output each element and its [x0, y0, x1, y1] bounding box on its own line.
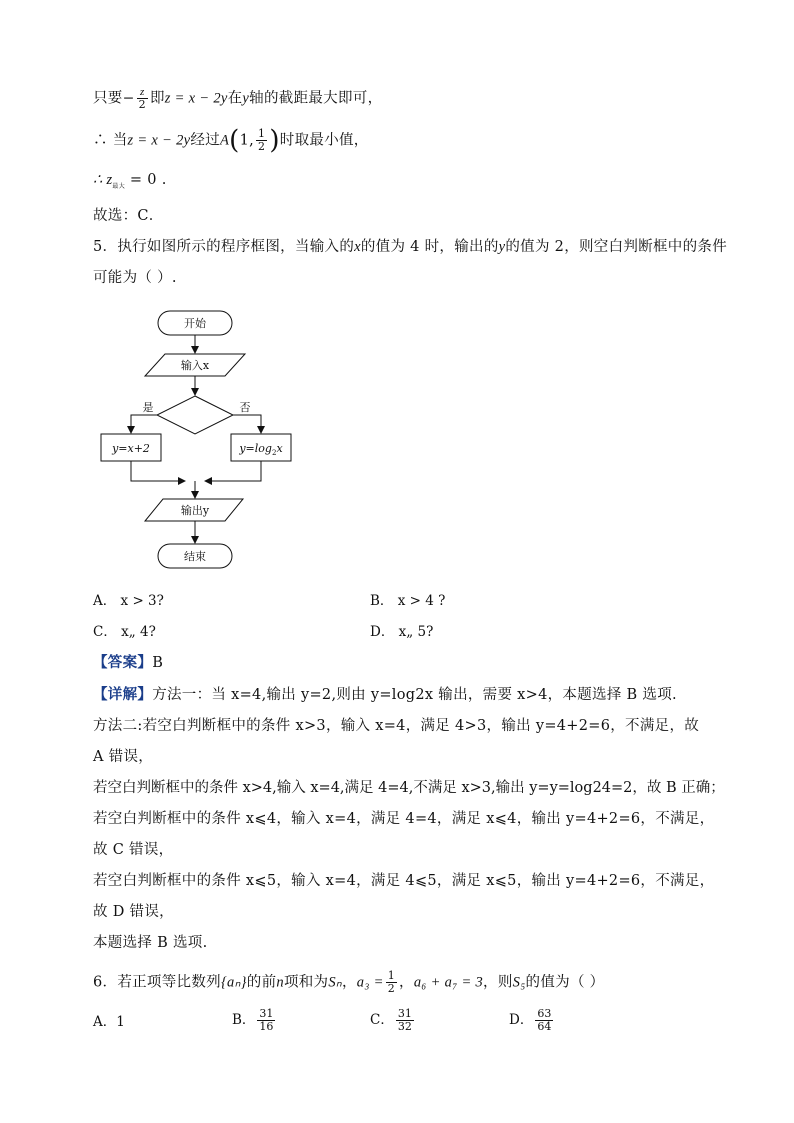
- q5-stem-line-1: 5．执行如图所示的程序框图，当输入的x的值为 4 时，输出的y的值为 2，则空白判断框中的条件: [93, 239, 728, 255]
- q6-stem: 6．若正项等比数列{aₙ}的前n项和为Sₙ，a₃ = $\frac{1}{2}$ ，a₆ + a₇ = 3，则S₅的值为（ ）: [93, 969, 605, 995]
- fraction: $\frac{1}{2}$: [258, 127, 266, 153]
- q5-stem-line-2: 可能为（ ）.: [93, 270, 177, 286]
- q5-detail-line-5: 若空白判断框中的条件 x⩽4，输入 x=4，满足 4=4，满足 x⩽4，输出 y=4+2=6，不满足，: [93, 811, 715, 827]
- q6-option-d[interactable]: D． $\frac{63}{64}$: [509, 1007, 552, 1033]
- flow-right-box-label: $y=\log_2x$: [239, 442, 283, 457]
- q5-detail-line-7: 若空白判断框中的条件 x⩽5，输入 x=4，满足 4⩽5，满足 x⩽5，输出 y=4+2=6，不满足，: [93, 873, 715, 889]
- prev-line-1: 只要− $\frac{z}{2}$ 即z = x − 2y在y轴的截距最大即可，: [93, 86, 383, 111]
- fraction: $\frac{z}{2}$: [138, 86, 146, 111]
- q5-detail-line-8: 故 D 错误，: [93, 904, 174, 920]
- flow-output-label: 输出y: [180, 504, 210, 517]
- q6-option-b[interactable]: B． $\frac{31}{16}$: [232, 1007, 274, 1033]
- q5-option-d[interactable]: D． x„ 5?: [370, 624, 434, 640]
- fraction: $\frac{1}{2}$: [387, 969, 396, 995]
- q5-answer: 【答案】B: [93, 654, 164, 671]
- q5-detail-line-9: 本题选择 B 选项.: [93, 935, 208, 951]
- flow-start-label: 开始: [184, 317, 206, 330]
- decision-diamond: [157, 396, 233, 434]
- flow-input-label: 输入x: [180, 359, 210, 372]
- fraction: $\frac{31}{16}$: [259, 1007, 274, 1033]
- fraction: $\frac{63}{64}$: [537, 1007, 552, 1033]
- q5-option-a[interactable]: A． x > 3?: [93, 593, 164, 609]
- q6-option-a[interactable]: A．1: [93, 1014, 125, 1030]
- flow-no-label: 否: [239, 401, 251, 414]
- prev-line-2: ∴ 当z = x − 2y经过A(1, $\frac{1}{2}$ )时取最小值，: [93, 125, 369, 156]
- q5-option-b[interactable]: B． x > 4 ?: [370, 593, 446, 609]
- q5-detail-line-4: 若空白判断框中的条件 x>4,输入 x=4,满足 4=4,不满足 x>3,输出 y=y=log24=2，故 B 正确；: [93, 780, 725, 796]
- flow-end-label: 结束: [184, 550, 206, 563]
- q6-option-c[interactable]: C． $\frac{31}{32}$: [370, 1007, 412, 1033]
- flow-left-box-label: y=x+2: [112, 442, 150, 455]
- flowchart: [95, 305, 315, 580]
- fraction: $\frac{31}{32}$: [397, 1007, 412, 1033]
- q5-option-c[interactable]: C． x„ 4?: [93, 624, 156, 640]
- flow-yes-label: 是: [142, 401, 154, 414]
- prev-line-3: ∴ $z_{最大} = 0$ .: [93, 172, 167, 190]
- prev-line-4: 故选：C．: [93, 208, 164, 224]
- q5-detail-line-3: A 错误，: [93, 749, 154, 765]
- q5-detail-line-2: 方法二:若空白判断框中的条件 x>3，输入 x=4，满足 4>3，输出 y=4+2=6，不满足，故: [93, 718, 700, 734]
- q5-detail-line-6: 故 C 错误，: [93, 842, 174, 858]
- q5-detail-line-1: 【详解】方法一：当 x=4,输出 y=2,则由 y=log2x 输出，需要 x>4，本题选择 B 选项.: [93, 686, 677, 703]
